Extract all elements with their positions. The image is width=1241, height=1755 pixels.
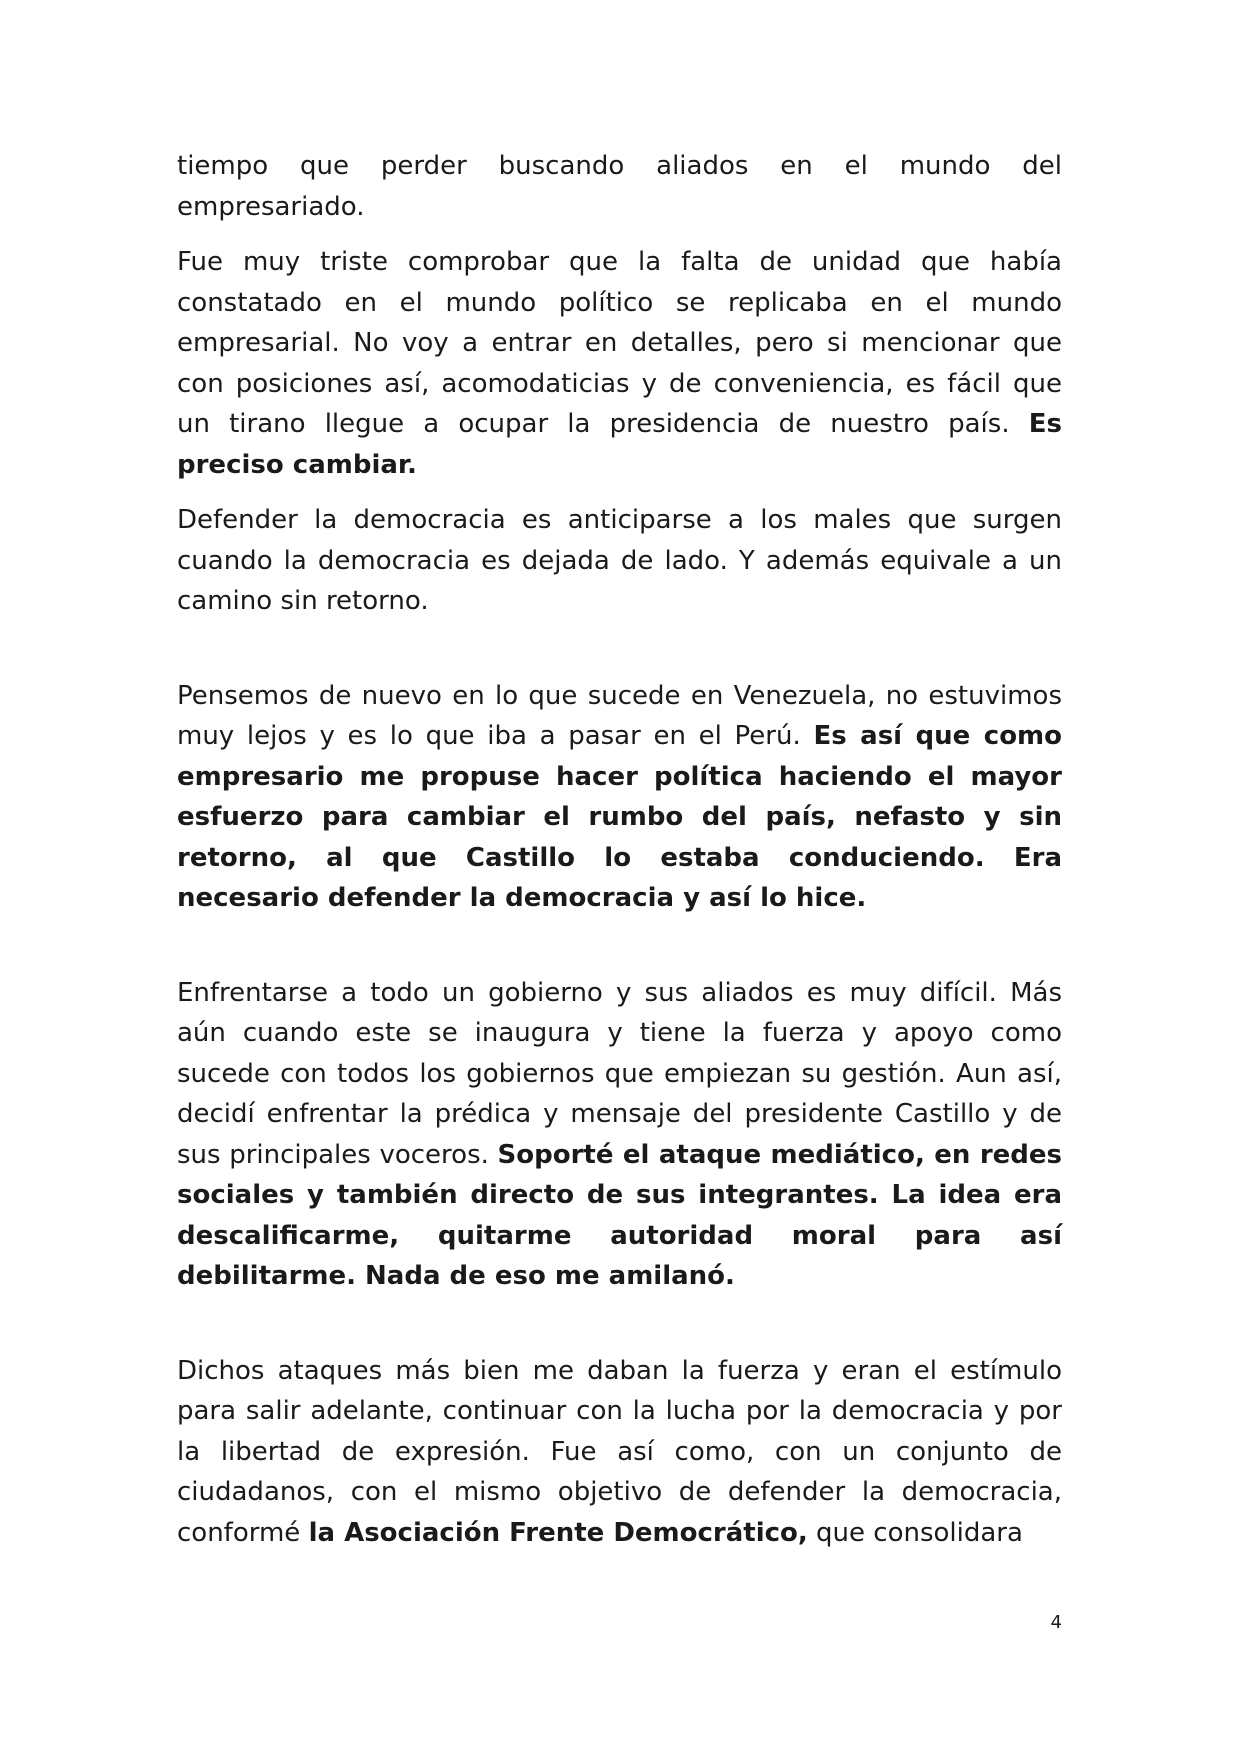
paragraph-5-text: Enfrentarse a todo un gobierno y sus aliados es muy difícil. Más aún cuando este se inaugura y tiene la fuerza y apoyo como sucede con todos los gobiernos que empiezan su gestión. Aun así, decidí enfrentar la prédica y mensaje del presidente Castillo y de sus principales voceros. [177, 977, 1062, 1170]
paragraph-2-bold-text: Es preciso cambiar. [177, 409, 1062, 480]
paragraph-4-text: Pensemos de nuevo en lo que sucede en Venezuela, no estuvimos muy lejos y es lo que iba a pasar en el Perú. [177, 680, 1062, 751]
page-number: 4 [1050, 1612, 1062, 1633]
paragraph-2-text: Fue muy triste comprobar que la falta de unidad que había constatado en el mundo político se replicaba en el mundo empresarial. No voy a entrar en detalles, pero si mencionar que con posiciones así, acomodaticias y de conveniencia, es fácil que un tirano llegue a ocupar la presidencia de nuestro país. [177, 247, 1062, 439]
paragraph-6 [177, 1351, 1062, 1554]
paragraph-1-text: tiempo que perder buscando aliados en el mundo del empresariado. [177, 151, 1062, 222]
paragraph-5 [177, 973, 1062, 1297]
document-body [177, 146, 1062, 1553]
paragraph-5-bold-text: Soporté el ataque mediático, en redes sociales y también directo de sus integrantes. La idea era descalificarme, quitarme autoridad moral para así debilitarme. Nada de eso me amilanó. [177, 1139, 1062, 1291]
paragraph-2 [177, 242, 1062, 485]
paragraph-4-bold-text: Es así que como empresario me propuse hacer política haciendo el mayor esfuerzo para cambiar el rumbo del país, nefasto y sin retorno, al que Castillo lo estaba conduciendo. Era necesario defender la democracia y así lo hice. [177, 721, 1063, 913]
paragraph-6-tail-text: que consolidara [807, 1517, 1023, 1548]
paragraph-1 [177, 146, 1062, 227]
paragraph-6-text: Dichos ataques más bien me daban la fuerza y eran el estímulo para salir adelante, continuar con la lucha por la democracia y por la libertad de expresión. Fue así como, con un conjunto de ciudadanos, con el mismo objetivo de defender la democracia, conformé [177, 1355, 1062, 1548]
paragraph-3-text: Defender la democracia es anticiparse a los males que surgen cuando la democracia es dejada de lado. Y además equivale a un camino sin retorno. [177, 505, 1062, 616]
paragraph-3 [177, 500, 1062, 622]
paragraph-4 [177, 676, 1062, 919]
paragraph-6-bold-text: la Asociación Frente Democrático, [308, 1517, 808, 1548]
